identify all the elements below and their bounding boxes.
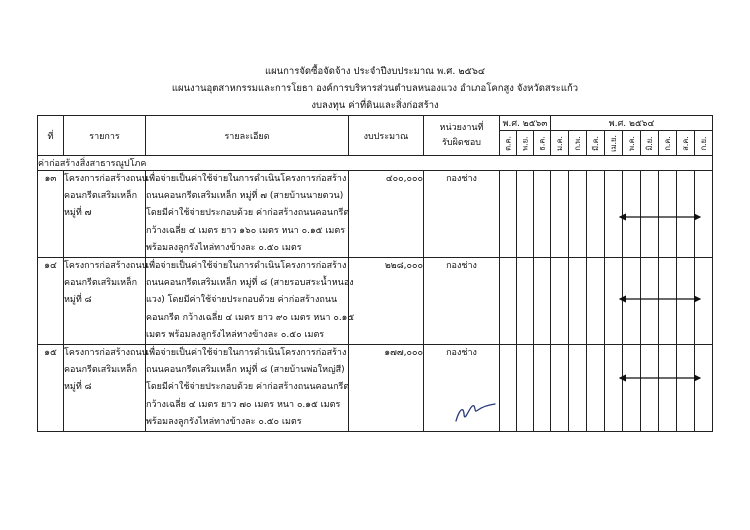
plan-title: แผนการจัดซื้อจัดจ้าง ประจำปีงบประมาณ พ.ศ. ๒๕๖๔ (264, 66, 486, 77)
table-row (38, 258, 713, 345)
header-detail: รายละเอียด (146, 116, 349, 156)
month-header: ก.ย. (695, 131, 713, 156)
project-name: โครงการก่อสร้างถนน คอนกรีตเสริมเหล็ก หมู่ที่ ๘ (64, 258, 146, 345)
project-detail: เพื่อจ่ายเป็นค่าใช้จ่ายในการดำเนินโครงการก่อสร้าง ถนนคอนกรีตเสริมเหล็ก หมู่ที่ ๘ (สายบ้านพ่อใหญ่สี) โดยมีค่าใช้จ่ายประกอบด้วย ค่าก่อสร้างถนนคอนกรีต กว้างเฉลี่ย ๔ เมตร ยาว ๗๐ เมตร หนา ๐.๑๕ เมตร พร้อมลงลูกรังไหล่ทางข้างละ ๐.๕๐ เมตร (146, 345, 349, 432)
responsible-unit: กองช่าง (424, 345, 500, 432)
row-number: ๑๓ (38, 171, 64, 258)
header-budget: งบประมาณ (349, 116, 424, 156)
project-detail: เพื่อจ่ายเป็นค่าใช้จ่ายในการดำเนินโครงการก่อสร้าง ถนนคอนกรีตเสริมเหล็ก หมู่ที่ ๗ (สายบ้านนายตวน) โดยมีค่าใช้จ่ายประกอบด้วย ค่าก่อสร้างถนนคอนกรีต กว้างเฉลี่ย ๔ เมตร ยาว ๑๖๐ เมตร หนา ๐.๑๕ เมตร พร้อมลงลูกรังไหล่ทางข้างละ ๐.๕๐ เมตร (146, 171, 349, 258)
row-number: ๑๕ (38, 345, 64, 432)
budget-amount: ๑๗๗,๐๐๐ (349, 345, 424, 432)
month-header: ก.พ. (569, 131, 587, 156)
header-unit-line1: หน่วยงานที่ (439, 122, 484, 133)
header-item: รายการ (64, 116, 146, 156)
project-detail: เพื่อจ่ายเป็นค่าใช้จ่ายในการดำเนินโครงการก่อสร้าง ถนนคอนกรีตเสริมเหล็ก หมู่ที่ ๘ (สายรอบสระน้ำหนอง แวง) โดยมีค่าใช้จ่ายประกอบด้วย ค่าก่อสร้างถนน คอนกรีต กว้างเฉลี่ย ๔ เมตร ยาว ๙๐ เมตร หนา ๐.๑๕ เมตร พร้อมลงลูกรังไหล่ทางข้างละ ๐.๕๐ เมตร (146, 258, 349, 345)
responsible-unit: กองช่าง (424, 258, 500, 345)
month-header: เม.ย. (605, 131, 623, 156)
month-header: ต.ค. (500, 131, 517, 156)
month-header: ม.ค. (551, 131, 569, 156)
header-responsible-unit (424, 116, 500, 156)
month-header: พ.ย. (517, 131, 534, 156)
header-year-2564: พ.ศ. ๒๕๖๔ (551, 116, 713, 131)
budget-amount: ๔๐๐,๐๐๐ (349, 171, 424, 258)
plan-budget-category: งบลงทุน ค่าที่ดินและสิ่งก่อสร้าง (311, 100, 439, 111)
month-header: ส.ค. (677, 131, 695, 156)
plan-subtitle: แผนงานอุตสาหกรรมและการโยธา องค์การบริหารส่วนตำบลหนองแวง อำเภอโคกสูง จังหวัดสระแก้ว (171, 83, 579, 94)
month-header: มิ.ย. (641, 131, 659, 156)
table-row (38, 345, 713, 432)
row-number: ๑๔ (38, 258, 64, 345)
header-unit-line2: รับผิดชอบ (442, 137, 481, 148)
project-name: โครงการก่อสร้างถนน คอนกรีตเสริมเหล็ก หมู่ที่ ๘ (64, 345, 146, 432)
procurement-plan-table (37, 115, 713, 432)
project-name: โครงการก่อสร้างถนน คอนกรีตเสริมเหล็ก หมู่ที่ ๗ (64, 171, 146, 258)
month-header: ธ.ค. (534, 131, 551, 156)
month-header: ก.ค. (659, 131, 677, 156)
month-header: พ.ค. (623, 131, 641, 156)
table-row (38, 171, 713, 258)
header-year-2563: พ.ศ. ๒๕๖๓ (500, 116, 551, 131)
month-header: มี.ค. (587, 131, 605, 156)
responsible-unit: กองช่าง (424, 171, 500, 258)
header-no: ที่ (38, 116, 64, 156)
budget-amount: ๒๒๘,๐๐๐ (349, 258, 424, 345)
section-heading: ค่าก่อสร้างสิ่งสาธารณูปโภค (38, 156, 713, 171)
